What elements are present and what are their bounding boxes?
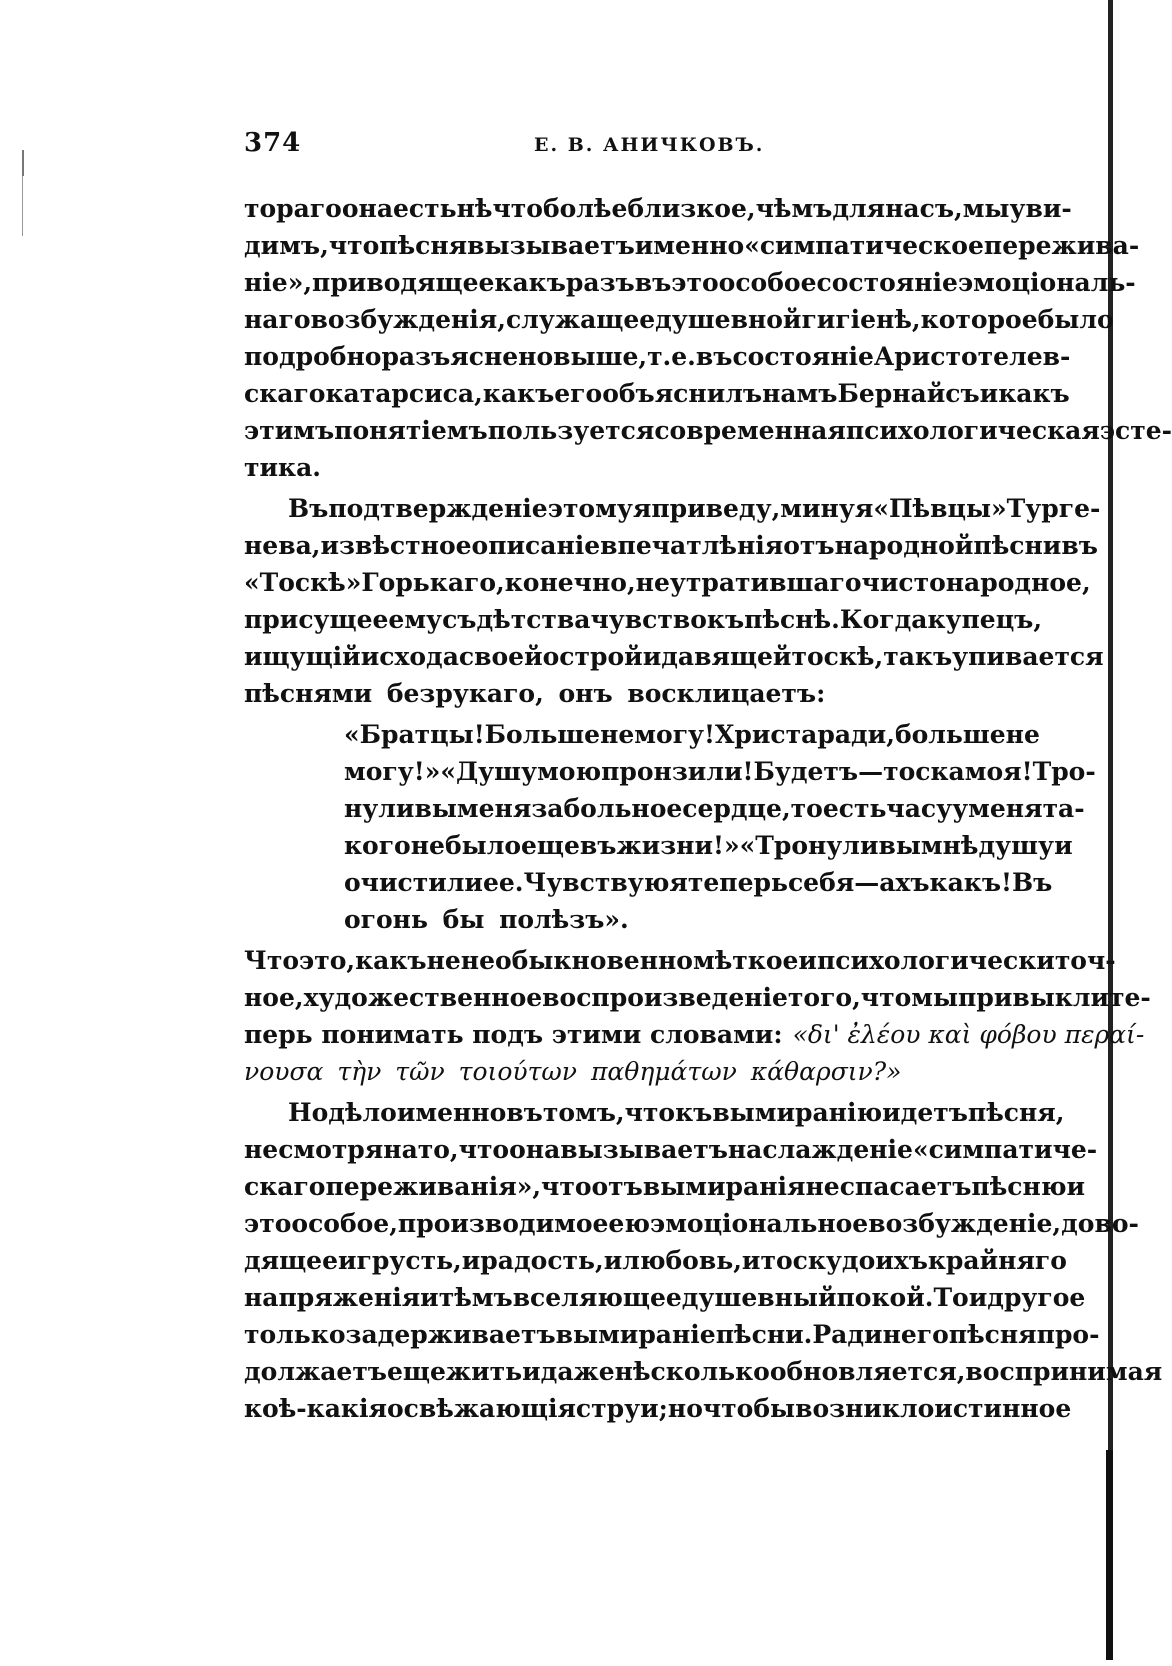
paragraph-3	[244, 942, 1151, 1090]
text-line: пѣснями безрукаго, онъ восклицаетъ:	[244, 679, 826, 708]
greek-quote-fragment: «δι' ἐλέου καὶ φόβου περαί-	[792, 1020, 1145, 1049]
quotation	[344, 716, 1096, 938]
text-line: должаетъ еще жить и даже нѣсколько обновляется, воспринимая	[244, 1357, 1163, 1386]
text-line: ніе», приводящее какъ разъ въ это особое состояніе эмоціональ-	[244, 268, 1136, 297]
text-line: димъ, что пѣсня вызываетъ именно «симпатическое пережива-	[244, 231, 1140, 260]
text-line: ное, художественное воспроизведеніе того, что мы привыкли те-	[244, 983, 1151, 1012]
paragraph-4	[244, 1094, 1163, 1427]
text-fragment: перь понимать подъ этими словами:	[244, 1020, 783, 1049]
text-line: несмотря на то, что она вызываетъ наслажденіе «симпатиче-	[244, 1135, 1098, 1164]
page-number: 374	[244, 128, 302, 158]
running-head: Е. В. АНИЧКОВЪ.	[534, 134, 765, 156]
text-line: ищущій исхода своей острой и давящей тоскѣ, такъ упивается	[244, 642, 1104, 671]
quote-line: нули вы меня за больное сердце, то есть часу у меня та-	[344, 794, 1085, 823]
scan-mark-left	[22, 150, 24, 176]
paragraph-1	[244, 190, 1172, 486]
text-line: дящее и грусть, и радость, и любовь, и тоску до ихъ крайняго	[244, 1246, 1067, 1275]
text-line-with-greek	[244, 1016, 1145, 1053]
scan-mark-left-2	[22, 176, 23, 236]
text-line: тораго она есть нѣчто болѣе близкое, чѣмъ для насъ, мы уви-	[244, 194, 1072, 223]
quote-line: очистили ее. Чувствую я теперь себя — ахъ какъ! Въ	[344, 868, 1053, 897]
text-line: коѣ-какія освѣжающія струи; но чтобы возникло истинное	[244, 1394, 1072, 1423]
quote-line: огонь бы полѣзъ».	[344, 905, 629, 934]
page-header	[244, 128, 1044, 168]
text-line: этимъ понятіемъ пользуется современная психологическая эсте-	[244, 416, 1172, 445]
text-line: скаго переживанія», что отъ вымиранія не спасаетъ пѣсню и	[244, 1172, 1086, 1201]
text-line: скаго катарсиса, какъ его объяснилъ намъ Бернайсъ и какъ	[244, 379, 1070, 408]
text-line: Въ подтвержденіе этому я приведу, минуя «Пѣвцы» Турге-	[288, 494, 1101, 523]
body-text	[244, 190, 1172, 1427]
text-line: только задерживаетъ вымираніе пѣсни. Ради него пѣсня про-	[244, 1320, 1100, 1349]
text-line: это особое, производимое ею эмоціональное возбужденіе, дово-	[244, 1209, 1139, 1238]
text-line: присущее ему съ дѣтства чувство къ пѣснѣ. Когда купецъ,	[244, 605, 1043, 634]
quote-line: «Братцы! Больше не могу! Христа ради, больше не	[344, 720, 1040, 749]
text-line: наго возбужденія, служащее душевной гигіенѣ, которое было	[244, 305, 1114, 334]
text-line: «Тоскѣ» Горькаго, конечно, не утратившаго чисто народное,	[244, 568, 1091, 597]
text-line: Но дѣло именно въ томъ, что къ вымиранію идетъ пѣсня,	[288, 1098, 1065, 1127]
text-line: тика.	[244, 453, 321, 482]
text-line: нева, извѣстное описаніе впечатлѣнія отъ народной пѣсни въ	[244, 531, 1098, 560]
paragraph-2	[244, 490, 1104, 712]
quote-line: кого не было еще въ жизни!» «Тронули вы мнѣ душу и	[344, 831, 1073, 860]
scan-edge-right-bottom	[1106, 1450, 1113, 1660]
text-line: напряженія и тѣмъ вселяющее душевный покой. То и другое	[244, 1283, 1086, 1312]
text-line: Что это, какъ не необыкновенно мѣткое и психологически точ-	[244, 946, 1116, 975]
quote-line: могу!» «Душу мою пронзили! Будетъ — тоска моя! Тро-	[344, 757, 1096, 786]
text-line: подробно разъяснено выше, т. е. въ состояніе Аристотелев-	[244, 342, 1071, 371]
greek-quote-line: νουσα τὴν τῶν τοιούτων παθημάτων κάθαρσιν?»	[244, 1057, 902, 1086]
